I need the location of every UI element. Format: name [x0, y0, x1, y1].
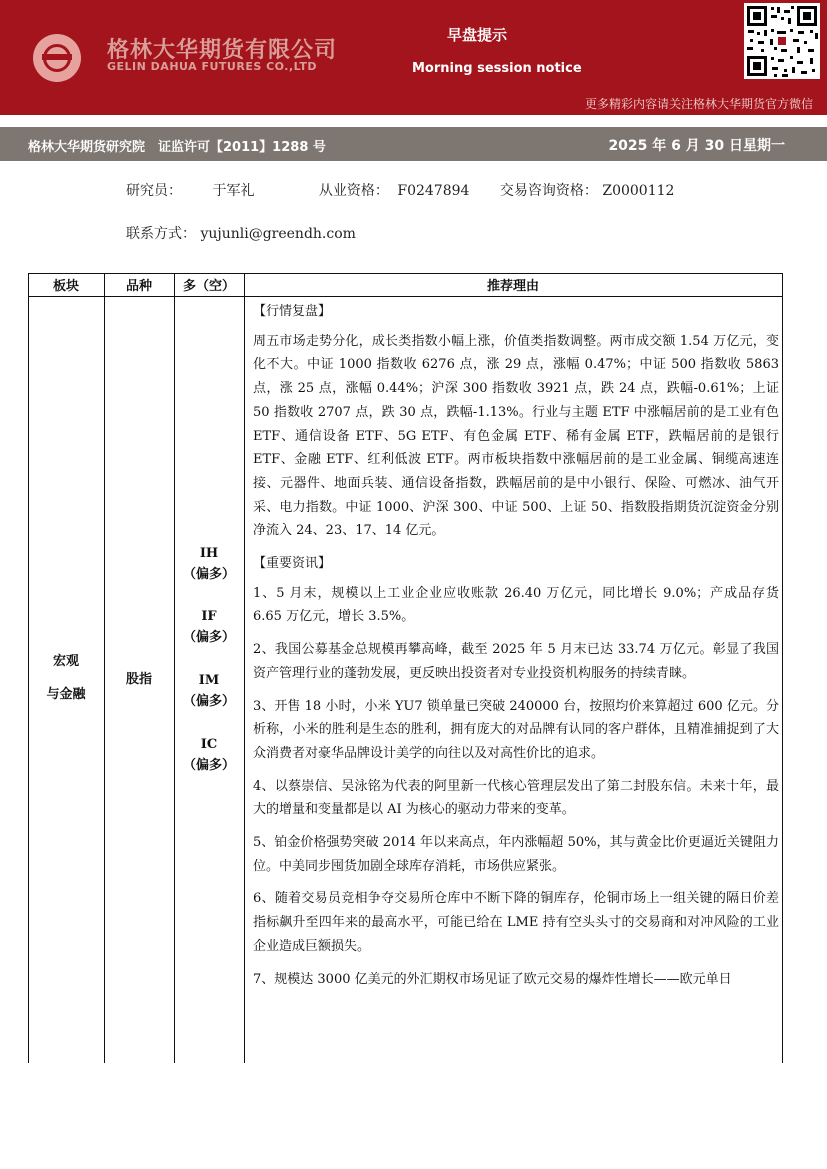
company-name-cn: 格林大华期货有限公司 — [107, 38, 338, 63]
wechat-qr-code — [744, 3, 820, 79]
table-right-border — [782, 273, 783, 1063]
news-item: 1、5 月末，规模以上工业企业应收账款 26.40 万亿元，同比增长 9.0%；产成品存货 6.65 万亿元，增长 3.5%。 — [253, 585, 779, 625]
contract-code: IF — [201, 609, 217, 624]
news-title: 【重要资讯】 — [253, 556, 332, 572]
news-item: 2、我国公募基金总规模再攀高峰，截至 2025 年 5 月末已达 33.74 万亿元。彰显了我国资产管理行业的蓬勃发展，更反映出投资者对专业投资机构服务的持续青睐。 — [253, 642, 779, 681]
report-title-cn: 早盘提示 — [447, 26, 508, 44]
review-title: 【行情复盘】 — [253, 304, 332, 319]
direction-view: （偏多） — [182, 630, 235, 645]
recommendation-content — [253, 300, 779, 1062]
news-item: 3、开售 18 小时，小米 YU7 锁单量已突破 240000 台，按照均价来算超过 600 亿元。分析称，小米的胜利是生态的胜利，拥有庞大的对品牌有认同的客户群体，且精准捕捉到了大众消费者对豪华品牌设计美学的向往以及对高性价比的追求。 — [253, 698, 779, 761]
table-col-divider — [244, 273, 245, 1063]
report-date: 2025 年 6 月 30 日星期一 — [608, 138, 785, 154]
researcher-label: 研究员： — [126, 183, 182, 199]
review-paragraph: 周五市场走势分化，成长类指数小幅上涨，价值类指数调整。两市成交额 1.54 万亿元，变化不大。中证 1000 指数收 6276 点，涨 29 点，涨幅 0.47%；中证 500 指数收 5863 点，涨 25 点，涨幅 0.44%；沪深 300 指数收 3921 点，跌 24 点，跌幅-0.61%；上证 50 指数收 2707 点，跌 30 点，跌幅-1.13%。行业与主题 ETF 中涨幅居前的是工业有色 ETF、通信设备 ETF、5G ETF、有色金属 ETF、稀有金属 ETF，跌幅居前的是银行 ETF、金融 ETF、红利低波 ETF。两市板块指数中涨幅居前的是工业金属、铜缆高速连接、元器件、地面兵装、通信设备指数，跌幅居前的是中小银行、保险、可燃冰、油气开采、电力指数。中证 1000、沪深 300、中证 500、上证 50、指数股指期货沉淀资金分别净流入 24、23、17、14 亿元。 — [253, 333, 779, 539]
variety-name: 股指 — [125, 672, 152, 687]
qualification-label: 从业资格： — [318, 183, 389, 199]
header-sector: 板块 — [52, 279, 79, 294]
direction-item — [174, 606, 244, 648]
follow-wechat-note: 更多精彩内容请关注格林大华期货官方微信 — [584, 97, 813, 111]
qualification-number: F0247894 — [397, 183, 470, 199]
news-item: 5、铂金价格强势突破 2014 年以来高点，年内涨幅超 50%，其与黄金比价更逼近关键阻力位。中美同步囤货加剧全球库存消耗，市场供应紧张。 — [253, 835, 779, 874]
direction-item — [174, 670, 244, 712]
direction-view: （偏多） — [182, 567, 235, 582]
company-name-en: GELIN DAHUA FUTURES CO.,LTD — [107, 60, 317, 73]
contract-code: IC — [200, 737, 218, 752]
contact-email[interactable]: yujunli@greendh.com — [200, 226, 356, 242]
institute-bar — [0, 127, 827, 161]
consult-qualification-number: Z0000112 — [602, 183, 675, 199]
direction-view: （偏多） — [182, 694, 235, 709]
table-header-border — [28, 296, 783, 297]
header-direction: 多（空） — [182, 279, 235, 294]
researcher-name: 于军礼 — [212, 183, 255, 199]
consult-qualification-label: 交易咨询资格： — [499, 183, 598, 199]
sector-line-1: 宏观 — [52, 654, 79, 669]
contract-code: IH — [199, 546, 219, 561]
news-item: 7、规模达 3000 亿美元的外汇期权市场见证了欧元交易的爆炸性增长——欧元单日 — [253, 971, 732, 987]
contract-code: IM — [198, 673, 220, 688]
direction-view: （偏多） — [182, 758, 235, 773]
header-variety: 品种 — [125, 279, 152, 294]
report-title-en: Morning session notice — [412, 61, 582, 76]
table-col-divider — [174, 273, 175, 1063]
header-reason: 推荐理由 — [486, 279, 539, 294]
company-logo — [33, 34, 81, 82]
news-item: 6、随着交易员竞相争夺交易所仓库中不断下降的铜库存，伦铜市场上一组关键的隔日价差指标飙升至四年来的最高水平，可能已给在 LME 持有空头头寸的交易商和对冲风险的工业企业造成巨额损失。 — [253, 891, 779, 954]
sector-line-2: 与金融 — [46, 687, 86, 702]
contact-line — [126, 223, 356, 243]
direction-item — [174, 734, 244, 776]
sector-name — [28, 650, 104, 702]
institute-license: 格林大华期货研究院 证监许可【2011】1288 号 — [28, 140, 326, 155]
contact-label: 联系方式： — [126, 226, 196, 242]
direction-item — [174, 543, 244, 585]
news-item: 4、以蔡崇信、吴泳铭为代表的阿里新一代核心管理层发出了第二封股东信。未来十年，最大的增量和变量都是以 AI 为核心的驱动力带来的变革。 — [253, 778, 779, 818]
table-top-border — [28, 273, 783, 274]
researcher-line — [126, 180, 674, 200]
header-banner — [0, 0, 827, 115]
